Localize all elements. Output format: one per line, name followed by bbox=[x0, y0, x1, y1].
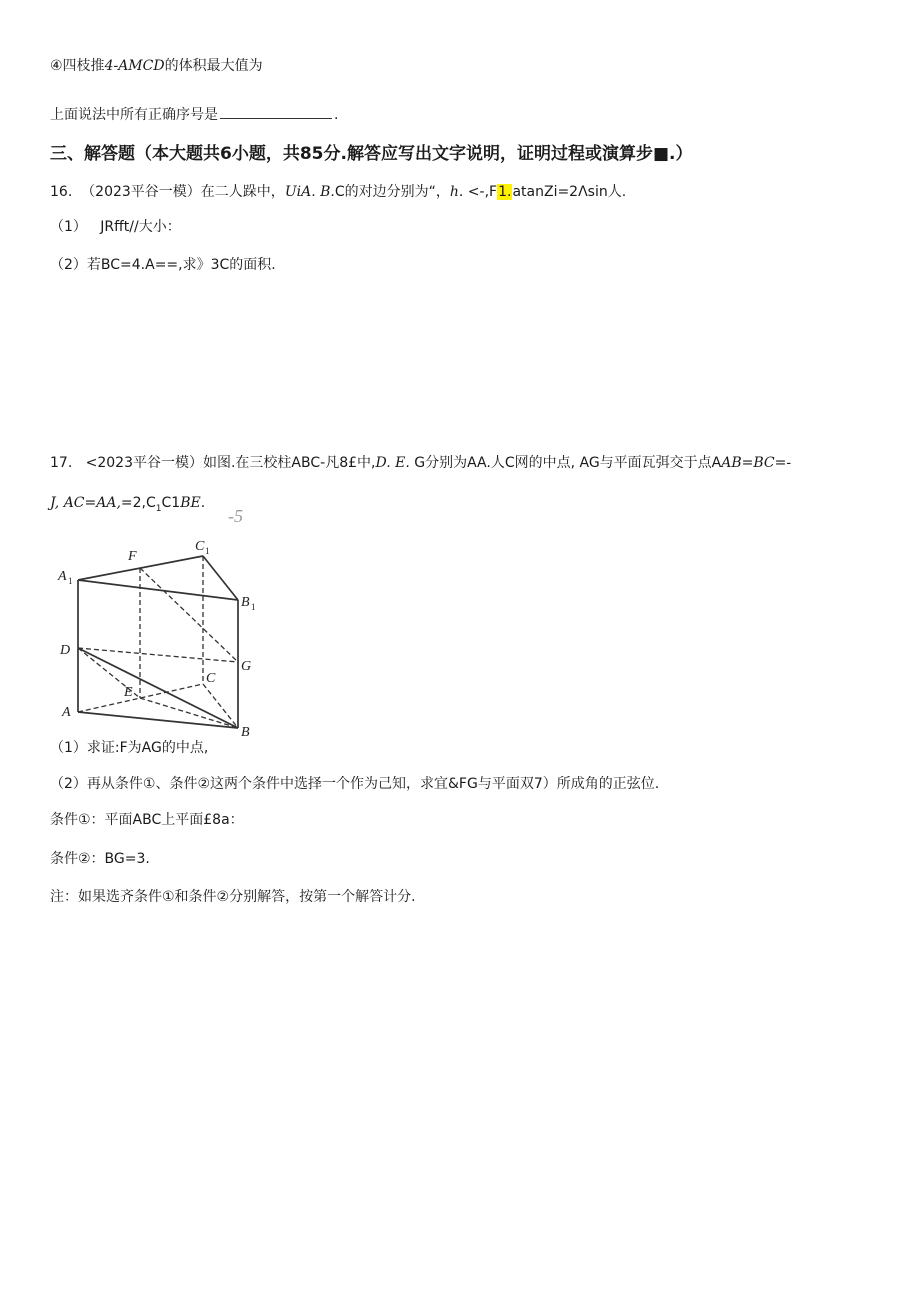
question-16-part-1: （1） JRfft//大小： bbox=[50, 219, 181, 235]
label-c1: C bbox=[195, 539, 205, 554]
label-f: F bbox=[128, 549, 137, 564]
question-17-stem: 17. <2023平谷一模）如图.在三校柱ABC-凡8£中,D. E. G分别为AA.人C网的中点, AG与平面瓦弭交于点AAB=BC=- bbox=[50, 455, 792, 471]
svg-text:1: 1 bbox=[68, 576, 73, 586]
condition-2: 条件②：BG=3. bbox=[50, 851, 150, 867]
condition-1: 条件①：平面ABC上平面£8a： bbox=[50, 812, 244, 828]
question-16-part-2: （2）若BC=4.A==,求》3C的面积. bbox=[50, 257, 276, 273]
label-b1: B bbox=[241, 595, 250, 610]
scan-artifact: -5 bbox=[228, 506, 243, 526]
highlighted-text: 1. bbox=[498, 184, 512, 200]
scoring-note: 注：如果选齐条件①和条件②分别解答，按第一个解答计分. bbox=[50, 889, 416, 905]
answer-blank[interactable] bbox=[220, 104, 332, 119]
label-a1: A bbox=[58, 569, 67, 584]
item-4-line: ④四枝推4-AMCD的体积最大值为 bbox=[50, 58, 263, 74]
section-3-heading: 三、解答题（本大题共6小题，共85分.解答应写出文字说明，证明过程或演算步■.） bbox=[50, 144, 693, 164]
label-g: G bbox=[241, 659, 252, 674]
label-a: A bbox=[62, 705, 71, 720]
edge-c-b bbox=[203, 684, 238, 728]
svg-text:1: 1 bbox=[251, 602, 256, 612]
label-e: E bbox=[124, 685, 133, 700]
fill-prompt-line: 上面说法中所有正确序号是 . bbox=[50, 104, 338, 125]
question-17-part-2: （2）再从条件①、条件②这两个条件中选择一个作为己知，求宜&FG与平面双7）所成角的正弦位. bbox=[50, 776, 660, 792]
label-b: B bbox=[241, 725, 250, 740]
triangular-prism-figure bbox=[48, 500, 288, 750]
question-17-part-1: （1）求证:F为AG的中点, bbox=[50, 740, 209, 756]
item-4-expression: 4-AMCD bbox=[104, 58, 165, 74]
edge-c1-b1 bbox=[203, 556, 238, 600]
question-17-stem-cont: J, $AC=AA,=2,C_1C1BE$. bbox=[50, 495, 206, 514]
edge-a1-b1 bbox=[78, 580, 238, 600]
edge-a-b bbox=[78, 712, 238, 728]
question-16-stem: 16. （2023平谷一模）在二人跺中，UiA. B.C的对边分别为“，h. <-,F1.atanZi=2Λsin人. bbox=[50, 184, 627, 200]
label-c: C bbox=[206, 671, 216, 686]
label-d: D bbox=[60, 643, 71, 658]
svg-text:1: 1 bbox=[205, 546, 210, 556]
